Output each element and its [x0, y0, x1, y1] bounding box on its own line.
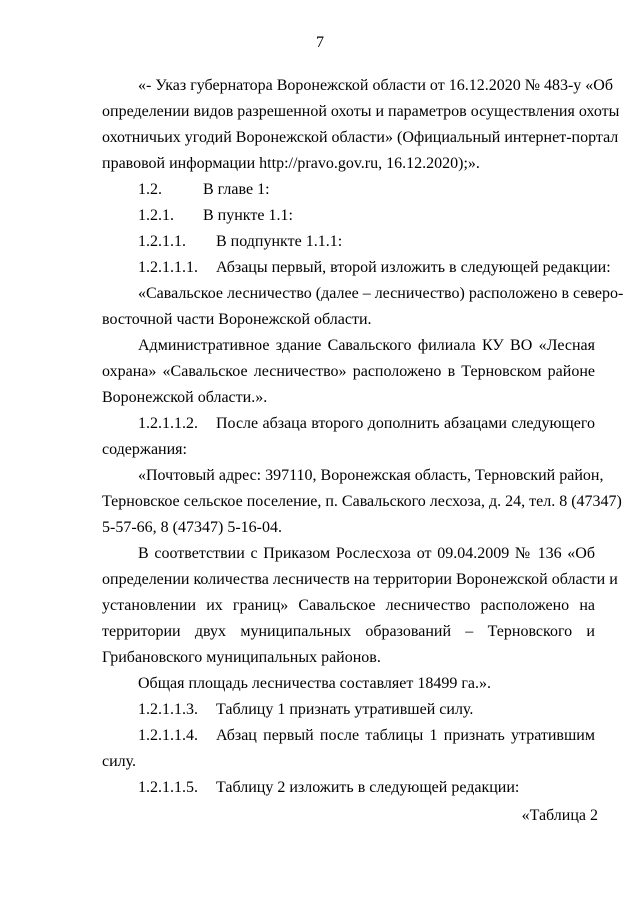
table-caption: «Таблица 2: [521, 807, 598, 824]
numbered-item: [138, 700, 595, 720]
page-number: 7: [316, 34, 324, 51]
paragraph-line: Общая площадь лесничества составляет 18499 га.».: [138, 675, 492, 692]
item-text: Абзацы первый, второй изложить в следующей редакции:: [216, 259, 611, 276]
paragraph-line: Терновское сельское поселение, п. Савальского лесхоза, д. 24, тел. 8 (47347): [102, 493, 622, 510]
paragraph-line: Воронежской области.».: [102, 389, 268, 406]
item-text: В подпункте 1.1.1:: [216, 233, 343, 250]
paragraph-line: установлении их границ» Савальское лесничество расположено на: [102, 597, 595, 614]
numbered-item: [138, 414, 595, 434]
paragraph-line: Грибановского муниципальных районов.: [102, 649, 381, 666]
item-number: 1.2.1.1.1.: [138, 259, 198, 276]
numbered-item: [138, 180, 595, 200]
item-text: Абзац первый после таблицы 1 признать утратившим: [216, 727, 595, 744]
item-text: Таблицу 1 признать утратившей силу.: [216, 701, 474, 718]
item-number: 1.2.: [138, 181, 162, 198]
item-number: 1.2.1.1.3.: [138, 701, 198, 718]
paragraph-line: «Почтовый адрес: 397110, Воронежская область, Терновский район,: [138, 467, 604, 484]
paragraph-line: территории двух муниципальных образований – Терновского и: [102, 623, 595, 640]
item-text: После абзаца второго дополнить абзацами следующего: [216, 415, 595, 432]
paragraph-line: содержания:: [102, 441, 187, 458]
paragraph-line: определении количества лесничеств на территории Воронежской области и: [102, 571, 618, 588]
item-number: 1.2.1.: [138, 207, 174, 224]
numbered-item: [138, 206, 595, 226]
numbered-item: [138, 778, 595, 798]
item-number: 1.2.1.1.4.: [138, 727, 198, 744]
paragraph-line: «- Указ губернатора Воронежской области от 16.12.2020 № 483-у «Об: [138, 77, 613, 94]
numbered-item: [138, 258, 611, 278]
paragraph-line: правовой информации http://pravo.gov.ru, 16.12.2020);».: [102, 155, 480, 172]
paragraph-line: восточной части Воронежской области.: [102, 311, 372, 328]
item-text: В главе 1:: [203, 181, 270, 198]
item-number: 1.2.1.1.2.: [138, 415, 198, 432]
item-text: Таблицу 2 изложить в следующей редакции:: [216, 779, 520, 796]
numbered-item: [138, 726, 595, 746]
paragraph-line: силу.: [102, 753, 137, 770]
paragraph-line: Административное здание Савальского филиала КУ ВО «Лесная: [138, 337, 595, 354]
paragraph-line: В соответствии с Приказом Рослесхоза от 09.04.2009 № 136 «Об: [138, 545, 595, 562]
paragraph-line: охрана» «Савальское лесничество» расположено в Терновском районе: [102, 363, 595, 380]
paragraph-line: определении видов разрешенной охоты и параметров осуществления охоты: [102, 103, 620, 120]
numbered-item: [138, 232, 595, 252]
item-number: 1.2.1.1.: [138, 233, 186, 250]
item-text: В пункте 1.1:: [203, 207, 293, 224]
paragraph-line: 5-57-66, 8 (47347) 5-16-04.: [102, 519, 282, 536]
paragraph-line: охотничьих угодий Воронежской области» (Официальный интернет-портал: [102, 129, 619, 146]
item-number: 1.2.1.1.5.: [138, 779, 198, 796]
paragraph-line: «Савальское лесничество (далее – лесничество) расположено в северо-: [138, 285, 624, 302]
